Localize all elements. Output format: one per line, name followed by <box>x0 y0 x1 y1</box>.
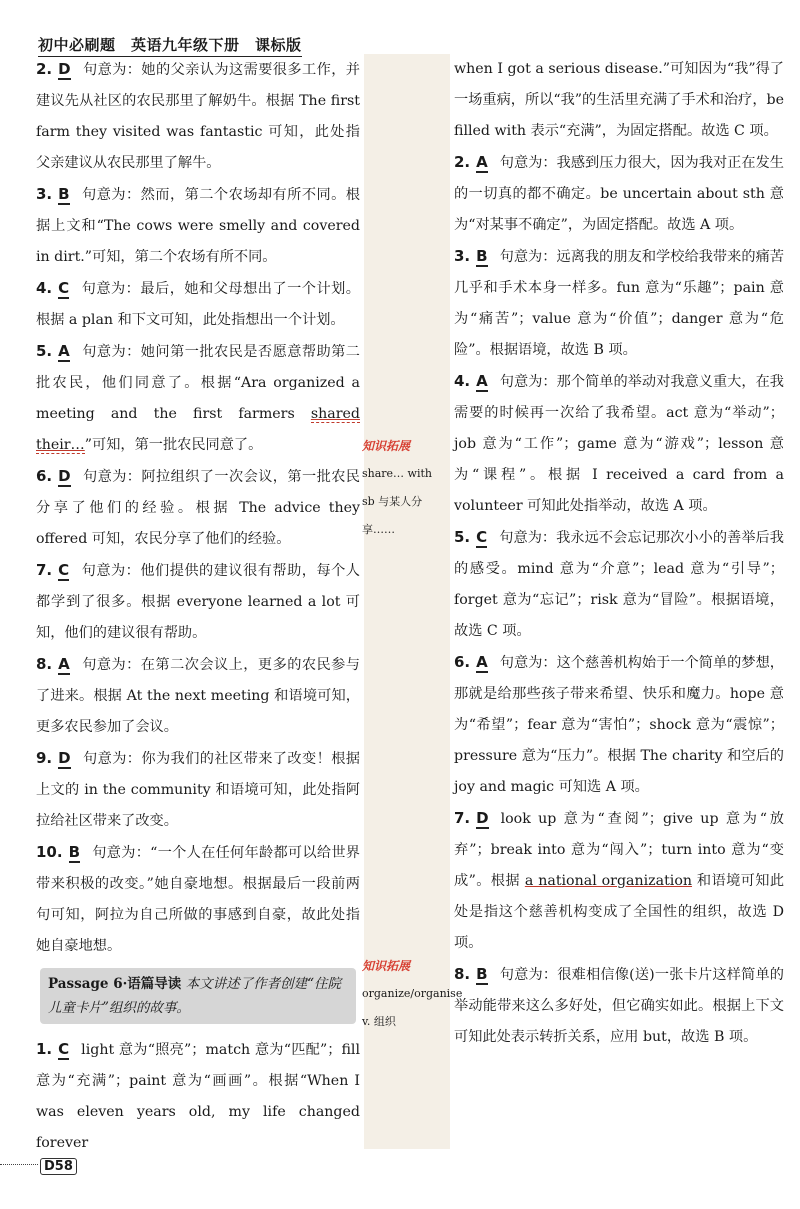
explanation: light 意为“照亮”；match 意为“匹配”；fill 意为“充满”；paint 意为“画画”。根据“When I was eleven years old, my life changed forever <box>36 1042 360 1151</box>
answer-letter: D <box>58 749 71 767</box>
answer-item: 9. D 句意为：你为我们的社区带来了改变！根据上文的 in the community 和语境可知，此处指阿拉给社区带来了改变。 <box>36 749 360 829</box>
answer-letter: A <box>58 342 70 360</box>
side-note <box>362 432 448 544</box>
explanation: 句意为：她的父亲认为这需要很多工作，并建议先从社区的农民那里了解奶牛。根据 The first farm they visited was fantastic 可知，此处指父亲建议从农民那里了解牛。 <box>36 62 360 171</box>
knowledge-tag: 知识拓展 <box>362 959 411 973</box>
answer-letter: D <box>58 60 71 78</box>
page-number: D58 <box>40 1158 77 1175</box>
explanation: 句意为：在第二次会议上，更多的农民参与了进来。根据 At the next meeting 和语境可知，更多农民参加了会议。 <box>36 657 360 735</box>
knowledge-tag: 知识拓展 <box>362 439 411 453</box>
explanation: 句意为：他们提供的建议很有帮助，每个人都学到了很多。根据 everyone learned a lot 可知，他们的建议很有帮助。 <box>36 563 360 641</box>
answer-item: 10. B 句意为：“一个人在任何年龄都可以给世界带来积极的改变。”她自豪地想。根据最后一段前两句可知，阿拉为自己所做的事感到自豪，故此处指她自豪地想。 <box>36 843 360 954</box>
answer-item: 6. D 句意为：阿拉组织了一次会议，第一批农民分享了他们的经验。根据 The advice they offered 可知，农民分享了他们的经验。 <box>36 467 360 547</box>
explanation: 句意为：我感到压力很大，因为我对正在发生的一切真的都不确定。be uncertain about sth 意为“对某事不确定”，为固定搭配。故选 A 项。 <box>454 155 784 233</box>
left-column <box>36 54 360 1159</box>
passage-label: Passage 6 <box>48 976 123 992</box>
side-note <box>362 952 463 1036</box>
explanation: 句意为：我永远不会忘记那次小小的善举后我的感受。mind 意为“介意”；lead 意为“引导”；forget 意为“忘记”；risk 意为“冒险”。根据语境，故选 C 项。 <box>454 530 784 639</box>
continued-text: when I got a serious disease.”可知因为“我”得了一场重病，所以“我”的生活里充满了手术和治疗，be filled with 表示“充满”，为固定搭配。故选 C 项。 <box>454 61 784 139</box>
answer-item: 2. A 句意为：我感到压力很大，因为我对正在发生的一切真的都不确定。be uncertain about sth 意为“对某事不确定”，为固定搭配。故选 A 项。 <box>454 153 784 233</box>
explanation: 句意为：那个简单的举动对我意义重大，在我需要的时候再一次给了我希望。act 意为“举动”；job 意为“工作”；game 意为“游戏”；lesson 意为“课程”。根据 I received a card from a volunteer 可知此处指举动，故选 A 项。 <box>454 374 784 514</box>
answer-letter: D <box>58 467 71 485</box>
answer-letter: A <box>58 655 70 673</box>
explanation: 句意为：然而，第二个农场却有所不同。根据上文和“The cows were smelly and covered in dirt.”可知，第二个农场有所不同。 <box>36 187 360 265</box>
answer-item: 7. D look up 意为“查阅”；give up 意为“放弃”；break into 意为“闯入”；turn into 意为“变成”。根据 a national organization 和语境可知此处是指这个慈善机构变成了全国性的组织，故选 D 项。 <box>454 809 785 951</box>
answer-item: 3. B 句意为：远离我的朋友和学校给我带来的痛苦几乎和手术本身一样多。fun 意为“乐趣”；pain 意为“痛苦”；value 意为“价值”；danger 意为“危险”。根据语境，故选 B 项。 <box>454 247 784 358</box>
answer-letter: A <box>476 653 488 671</box>
explanation: 句意为：这个慈善机构始于一个简单的梦想，那就是给那些孩子带来希望、快乐和魔力。hope 意为“希望”；fear 意为“害怕”；shock 意为“震惊”；pressure 意为“压力”。根据 The charity 和空后的 joy and magic 可知选 A 项。 <box>454 655 784 795</box>
explanation: 句意为：最后，她和父母想出了一个计划。根据 a plan 和下文可知，此处指想出一个计划。 <box>36 281 360 328</box>
right-column <box>454 54 784 1053</box>
answer-item: 2. D 句意为：她的父亲认为这需要很多工作，并建议先从社区的农民那里了解奶牛。根据 The first farm they visited was fantastic 可知，此处指父亲建议从农民那里了解牛。 <box>36 60 360 171</box>
answer-item: 8. B 句意为：很难相信像(送)一张卡片这样简单的举动能带来这么多好处，但它确实如此。根据上下文可知此处表示转折关系，应用 but，故选 B 项。 <box>454 965 784 1045</box>
answer-letter: A <box>476 372 488 390</box>
answer-letter: B <box>476 965 488 983</box>
answer-letter: C <box>476 528 488 546</box>
answer-letter: C <box>58 279 70 297</box>
answer-letter: B <box>58 185 70 203</box>
explanation: 句意为：很难相信像(送)一张卡片这样简单的举动能带来这么多好处，但它确实如此。根据上下文可知此处表示转折关系，应用 but，故选 B 项。 <box>454 967 784 1045</box>
side-note-text: organize/organise v. 组织 <box>362 987 463 1028</box>
answer-item: 5. C 句意为：我永远不会忘记那次小小的善举后我的感受。mind 意为“介意”；lead 意为“引导”；forget 意为“忘记”；risk 意为“冒险”。根据语境，故选 C 项。 <box>454 528 784 639</box>
explanation: 句意为：远离我的朋友和学校给我带来的痛苦几乎和手术本身一样多。fun 意为“乐趣”；pain 意为“痛苦”；value 意为“价值”；danger 意为“危险”。根据语境，故选 B 项。 <box>454 249 784 358</box>
page-header: 初中必刷题 英语九年级下册 课标版 <box>38 34 302 57</box>
passage-summary: 本文讲述了作者创建“住院儿童卡片”组织的故事。 <box>48 976 342 1016</box>
explanation: 句意为：“一个人在任何年龄都可以给世界带来积极的改变。”她自豪地想。根据最后一段前两句可知，阿拉为自己所做的事感到自豪，故此处指她自豪地想。 <box>36 845 360 954</box>
answer-item: 8. A 句意为：在第二次会议上，更多的农民参与了进来。根据 At the next meeting 和语境可知，更多农民参加了会议。 <box>36 655 360 735</box>
explanation: 句意为：你为我们的社区带来了改变！根据上文的 in the community 和语境可知，此处指阿拉给社区带来了改变。 <box>36 751 360 829</box>
answer-item: 7. C 句意为：他们提供的建议很有帮助，每个人都学到了很多。根据 everyone learned a lot 可知，他们的建议很有帮助。 <box>36 561 360 641</box>
explanation: 句意为：阿拉组织了一次会议，第一批农民分享了他们的经验。根据 The advice they offered 可知，农民分享了他们的经验。 <box>36 469 360 547</box>
answer-letter: A <box>476 153 488 171</box>
passage-guide-box <box>40 968 356 1024</box>
answer-item: 4. C 句意为：最后，她和父母想出了一个计划。根据 a plan 和下文可知，此处指想出一个计划。 <box>36 279 360 328</box>
answer-item: 3. B 句意为：然而，第二个农场却有所不同。根据上文和“The cows were smelly and covered in dirt.”可知，第二个农场有所不同。 <box>36 185 360 265</box>
footer-dotted-rule <box>0 1164 38 1165</box>
explanation: look up 意为“查阅”；give up 意为“放弃”；break into 意为“闯入”；turn into 意为“变成”。根据 <box>454 811 784 889</box>
answer-item: 5. A 句意为：她问第一批农民是否愿意帮助第二批农民，他们同意了。根据“Ara organized a meeting and the first farmers shared their…”可知，第一批农民同意了。 <box>36 342 360 453</box>
underlined-phrase: a national organization <box>524 873 693 889</box>
explanation: 句意为：她问第一批农民是否愿意帮助第二批农民，他们同意了。根据“Ara organized a meeting and the first farmers <box>36 344 360 422</box>
underlined-phrase: shared their… <box>36 406 360 453</box>
answer-letter: C <box>58 1040 70 1058</box>
answer-item: 1. C light 意为“照亮”；match 意为“匹配”；fill 意为“充满”；paint 意为“画画”。根据“When I was eleven years old, my life changed forever <box>36 1040 360 1151</box>
side-note-text: share… with sb 与某人分享…… <box>362 467 432 536</box>
answer-letter: C <box>58 561 70 579</box>
answer-letter: D <box>476 809 489 827</box>
answer-item: 6. A 句意为：这个慈善机构始于一个简单的梦想，那就是给那些孩子带来希望、快乐和魔力。hope 意为“希望”；fear 意为“害怕”；shock 意为“震惊”；pressure 意为“压力”。根据 The charity 和空后的 joy and magic 可知选 A 项。 <box>454 653 784 795</box>
answer-item: 4. A 句意为：那个简单的举动对我意义重大，在我需要的时候再一次给了我希望。act 意为“举动”；job 意为“工作”；game 意为“游戏”；lesson 意为“课程”。根据 I received a card from a volunteer 可知此处指举动，故选 A 项。 <box>454 372 784 514</box>
passage-guide-label: ·语篇导读 <box>122 976 182 992</box>
answer-letter: B <box>68 843 81 861</box>
answer-letter: B <box>476 247 488 265</box>
